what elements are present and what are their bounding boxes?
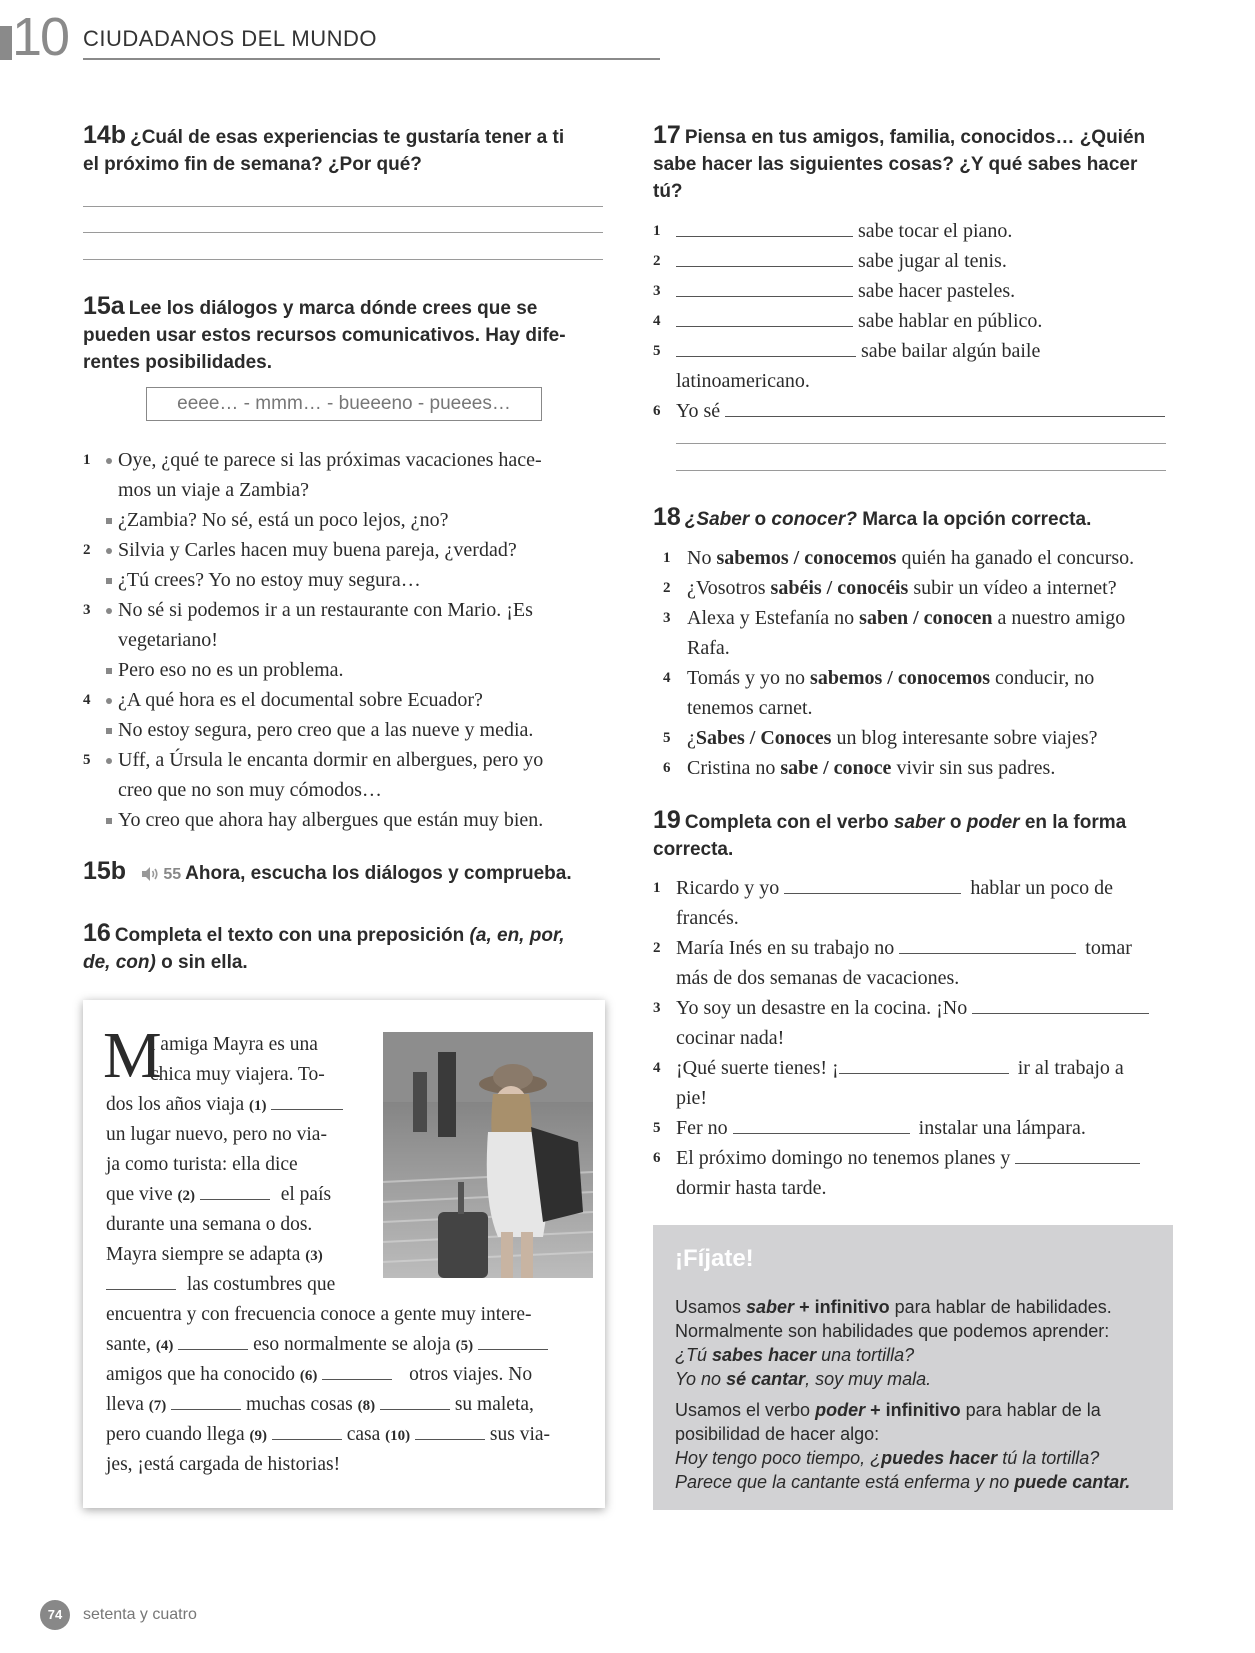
exercise-15b-heading: [83, 858, 572, 888]
exercise-18-list: [653, 543, 1178, 783]
exercise-19-heading: 19 Completa con el verbo saber o poder en la forma correcta.: [653, 806, 1127, 860]
story-text: i amiga Mayra es una chica muy viajera. To- dos los años viaja (1) un lugar nuevo, pero no via- ja como turista: ella dice que vive (2) el país durante una semana o dos. Mayra siempre se adapta (3) las costumbres que encuentra y con frecuencia conoce a gente muy intere- sante, (4) eso normalmente se aloja (5) amigos que ha conocido (6) otros viajes. No lleva (7) muchas cosas (8) su maleta, pero cuando llega (9) casa (10) sus via- jes, ¡está cargada de historias!: [106, 1034, 551, 1475]
gap-blank[interactable]: [972, 996, 1149, 1014]
list-item: pie!: [676, 1087, 708, 1109]
dialogue-line: vegetariano!: [118, 629, 218, 651]
speaker-b-marker: [106, 518, 112, 524]
gap-blank[interactable]: [676, 249, 853, 267]
speaker-a-marker: [106, 758, 112, 764]
heading-text: Lee los diálogos y marca dónde crees que se: [128, 298, 538, 319]
dialogue-line: Pero eso no es un problema.: [83, 655, 603, 685]
heading-text: Ahora, escucha los diálogos y comprueba.: [185, 863, 572, 884]
page-number-words: setenta y cuatro: [83, 1606, 197, 1623]
heading-text: ¿Cuál de esas experiencias te gustaría tener a ti: [130, 127, 565, 148]
gap-blank[interactable]: [676, 219, 853, 237]
choice-options[interactable]: Sabes / Conoces: [695, 727, 832, 749]
exercise-number: 15b: [83, 857, 127, 885]
list-item: 1 sabe tocar el piano.: [653, 220, 1013, 242]
gap-blank[interactable]: [1015, 1146, 1140, 1164]
exercise-number: 18: [653, 503, 681, 531]
heading-text: rentes posibilidades.: [83, 352, 272, 373]
exercise-number: 15a: [83, 292, 125, 320]
gap-blank[interactable]: [899, 936, 1076, 954]
dialogue-list: [83, 445, 603, 835]
choice-options[interactable]: sabemos / conocemos: [810, 667, 991, 689]
list-item: 5 ¿Sabes / Conoces un blog interesante sobre viajes?: [663, 727, 1098, 749]
answer-line[interactable]: [676, 443, 1166, 444]
answer-line[interactable]: [83, 232, 603, 233]
exercise-17-list: [653, 216, 1178, 426]
gap-blank[interactable]: [839, 1056, 1009, 1074]
gap-blank[interactable]: [322, 1362, 392, 1380]
tip-title: ¡Fíjate!: [675, 1245, 754, 1272]
exercise-number: 19: [653, 806, 681, 834]
gap-blank[interactable]: [733, 1116, 910, 1134]
list-item: 4 Tomás y yo no sabemos / conocemos conducir, no: [663, 667, 1095, 689]
list-item: más de dos semanas de vacaciones.: [676, 967, 960, 989]
gap-blank[interactable]: [171, 1392, 241, 1410]
exercise-number: 17: [653, 121, 681, 149]
list-item: 2 María Inés en su trabajo no tomar: [653, 937, 1132, 959]
list-item: dormir hasta tarde.: [676, 1177, 827, 1199]
list-item: 1 Ricardo y yo hablar un poco de: [653, 877, 1114, 899]
list-item: 2 sabe jugar al tenis.: [653, 250, 1007, 272]
list-item: 3 Alexa y Estefanía no saben / conocen a nuestro amigo: [663, 607, 1126, 629]
speaker-a-marker: [106, 698, 112, 704]
choice-options[interactable]: sabe / conoce: [780, 757, 892, 779]
audio-track-number: 55: [163, 866, 182, 883]
list-item: 3 Yo soy un desastre en la cocina. ¡No: [653, 993, 1178, 1023]
list-item: latinoamericano.: [676, 370, 810, 392]
answer-line[interactable]: [83, 259, 603, 260]
speaker-a-marker: [106, 548, 112, 554]
exercise-14b-heading: [83, 122, 603, 178]
list-item: tenemos carnet.: [687, 697, 813, 719]
gap-blank[interactable]: [676, 309, 853, 327]
gap-blank[interactable]: [106, 1272, 176, 1290]
header-rule: [83, 58, 660, 60]
list-item: 3 sabe hacer pasteles.: [653, 280, 1016, 302]
unit-tab-marker: [0, 26, 12, 60]
answer-line[interactable]: [676, 470, 1166, 471]
tip-box: ¡Fíjate! Usamos saber + infinitivo para hablar de habilidades. Normalmente son habilidades que podemos aprender: ¿Tú sabes hacer una tortilla? Yo no sé cantar, soy muy mala. Usamos el verbo poder + infinitivo para hablar de la posibilidad de hacer algo: Hoy tengo poco tiempo, ¿puedes hacer tú la tortilla? Parece que la cantante está enferma y no puede cantar.: [653, 1225, 1173, 1510]
dialogue-line: ¿Zambia? No sé, está un poco lejos, ¿no?: [83, 505, 603, 535]
list-item: 5 sabe bailar algún baile: [653, 340, 1041, 362]
list-item: 6 El próximo domingo no tenemos planes y: [653, 1143, 1178, 1173]
choice-options[interactable]: sabéis / conocéis: [770, 577, 909, 599]
dialogue-line: mos un viaje a Zambia?: [118, 479, 310, 501]
gap-blank[interactable]: [784, 876, 961, 894]
dialogue-line: No estoy segura, pero creo que a las nueve y media.: [83, 715, 603, 745]
list-item: 4 ¡Qué suerte tienes! ¡ ir al trabajo a: [653, 1057, 1124, 1079]
list-item: 1 No sabemos / conocemos quién ha ganado el concurso.: [663, 547, 1135, 569]
gap-blank[interactable]: [676, 279, 853, 297]
gap-blank[interactable]: [725, 399, 1165, 417]
gap-blank[interactable]: [200, 1182, 270, 1200]
unit-title: CIUDADANOS DEL MUNDO: [83, 26, 377, 51]
dialogue-line: 4 ¿A qué hora es el documental sobre Ecuador?: [83, 689, 483, 711]
gap-blank[interactable]: [178, 1332, 248, 1350]
dialogue-line: ¿Tú crees? Yo no estoy muy segura…: [83, 565, 603, 595]
exercise-17-heading: 17 Piensa en tus amigos, familia, conocidos… ¿Quién sabe hacer las siguientes cosas? ¿Y qué sabes hacer tú?: [653, 121, 1146, 202]
exercise-19-list: [653, 873, 1178, 1203]
drop-cap: M: [103, 1019, 162, 1092]
story-card: [83, 1000, 605, 1508]
list-item: 2 ¿Vosotros sabéis / conocéis subir un vídeo a internet?: [663, 577, 1117, 599]
page-number-badge: 74: [40, 1600, 70, 1630]
dialogue-line: 5 Uff, a Úrsula le encanta dormir en albergues, pero yo: [83, 749, 544, 771]
list-item: 5 Fer no instalar una lámpara.: [653, 1117, 1086, 1139]
list-item: cocinar nada!: [676, 1027, 785, 1049]
choice-options[interactable]: sabemos / conocemos: [716, 547, 897, 569]
exercise-number: 16: [83, 919, 111, 947]
dialogue-line: 2 Silvia y Carles hacen muy buena pareja, ¿verdad?: [83, 539, 517, 561]
list-item: francés.: [676, 907, 739, 929]
gap-blank[interactable]: [380, 1392, 450, 1410]
speaker-b-marker: [106, 668, 112, 674]
speaker-b-marker: [106, 818, 112, 824]
choice-options[interactable]: saben / conocen: [859, 607, 993, 629]
gap-blank[interactable]: [676, 339, 856, 357]
gap-blank[interactable]: [415, 1422, 485, 1440]
dialogue-line: Yo creo que ahora hay albergues que están muy bien.: [83, 805, 603, 835]
list-item: 6 Yo sé: [653, 396, 1178, 426]
gap-blank[interactable]: [478, 1332, 548, 1350]
dialogue-line: creo que no son muy cómodos…: [118, 779, 382, 801]
speaker-a-marker: [106, 458, 112, 464]
speaker-a-marker: [106, 608, 112, 614]
speaker-b-marker: [106, 728, 112, 734]
exercise-15a-heading: [83, 293, 603, 376]
exercise-16-heading: 16 Completa el texto con una preposición (a, en, por, de, con) o sin ella.: [83, 919, 565, 973]
exercise-number: 14b: [83, 121, 127, 149]
answer-line[interactable]: [83, 206, 603, 207]
gap-blank[interactable]: [272, 1422, 342, 1440]
heading-text: pueden usar estos recursos comunicativos. Hay dife-: [83, 325, 566, 346]
list-item: 4 sabe hablar en público.: [653, 310, 1043, 332]
list-item: 6 Cristina no sabe / conoce vivir sin sus padres.: [663, 757, 1056, 779]
audio-speaker-icon[interactable]: [141, 866, 159, 882]
gap-blank[interactable]: [271, 1092, 343, 1110]
list-item: Rafa.: [687, 637, 730, 659]
options-box: eeee… - mmm… - bueeeno - pueees…: [146, 387, 542, 421]
dialogue-line: 1 Oye, ¿qué te parece si las próximas vacaciones hace-: [83, 449, 542, 471]
unit-number: 10: [12, 7, 69, 67]
heading-text: el próximo fin de semana? ¿Por qué?: [83, 154, 422, 175]
dialogue-line: 3 No sé si podemos ir a un restaurante con Mario. ¡Es: [83, 599, 533, 621]
exercise-18-heading: 18 ¿Saber o conocer? Marca la opción correcta.: [653, 503, 1092, 531]
speaker-b-marker: [106, 578, 112, 584]
